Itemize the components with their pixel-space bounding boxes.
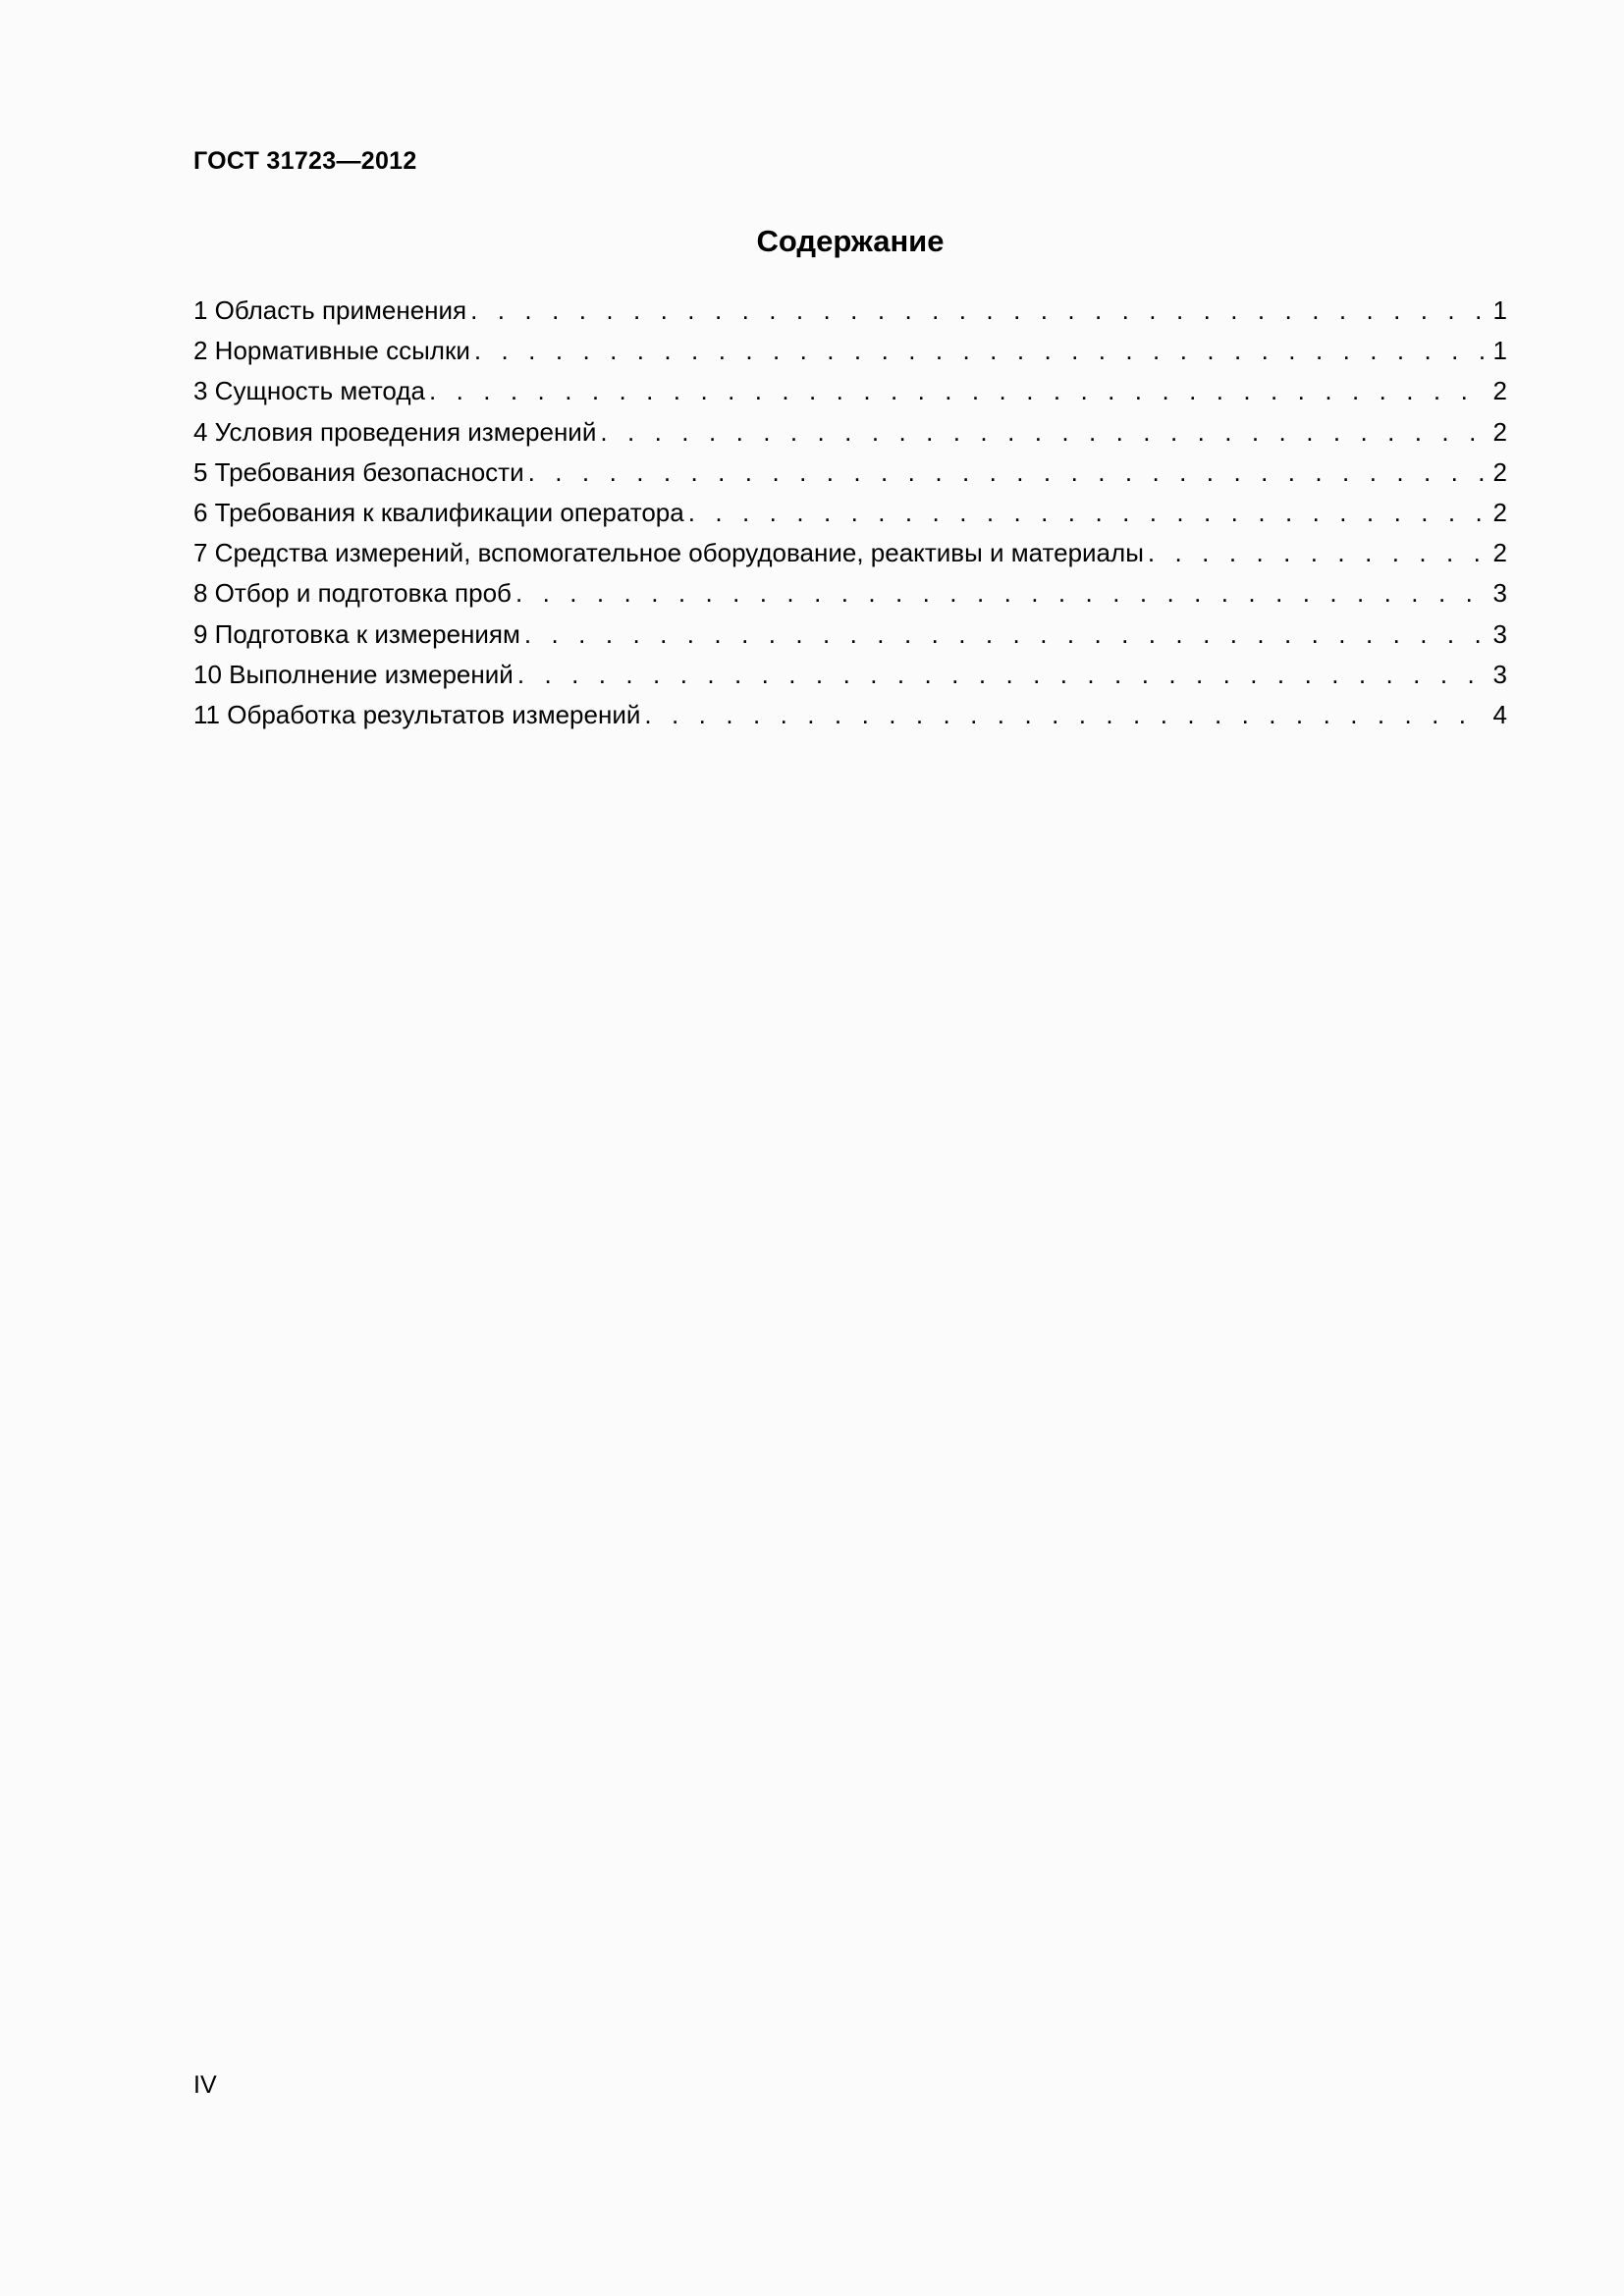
toc-entry[interactable] — [193, 454, 1507, 495]
toc-title: Содержание — [756, 224, 945, 258]
toc-entry-label: 3 Сущность метода — [193, 376, 425, 406]
toc-leader-dots — [528, 454, 1486, 490]
toc-leader-dots — [517, 657, 1486, 692]
toc-leader-dots — [1148, 535, 1486, 570]
toc-entry-label: 8 Отбор и подготовка проб — [193, 578, 512, 609]
toc-leader-dots — [429, 373, 1486, 408]
toc-leader-dots — [600, 414, 1486, 450]
toc-entry-label: 6 Требования к квалификации оператора — [193, 497, 684, 527]
toc-entry[interactable] — [193, 495, 1507, 535]
page-number: IV — [193, 2071, 217, 2099]
toc-entry-label: 9 Подготовка к измерениям — [193, 618, 520, 649]
toc-entry-page: 1 — [1492, 336, 1507, 366]
toc-entry[interactable] — [193, 414, 1507, 454]
toc-entry[interactable] — [193, 333, 1507, 373]
toc-entry-page: 4 — [1492, 699, 1507, 729]
toc-entry[interactable] — [193, 535, 1507, 575]
toc-leader-dots — [515, 575, 1486, 611]
toc-entry-label: 10 Выполнение измерений — [193, 659, 514, 689]
toc-leader-dots — [644, 697, 1486, 732]
toc-entry-label: 11 Обработка результатов измерений — [193, 699, 641, 729]
toc-entry-label: 7 Средства измерений, вспомогательное оборудование, реактивы и материалы — [193, 538, 1144, 568]
toc-entry-page: 3 — [1492, 618, 1507, 649]
table-of-contents — [193, 293, 1507, 737]
toc-leader-dots — [688, 495, 1486, 530]
toc-entry[interactable] — [193, 616, 1507, 657]
document-code: ГОСТ 31723—2012 — [193, 147, 417, 175]
toc-entry[interactable] — [193, 373, 1507, 413]
toc-entry-page: 1 — [1492, 295, 1507, 325]
toc-entry[interactable] — [193, 657, 1507, 697]
toc-entry-label: 5 Требования безопасности — [193, 456, 524, 487]
toc-entry-label: 1 Область применения — [193, 295, 467, 325]
toc-entry-page: 3 — [1492, 659, 1507, 689]
toc-entry-page: 2 — [1492, 416, 1507, 447]
toc-leader-dots — [474, 333, 1486, 368]
toc-entry-page: 3 — [1492, 578, 1507, 609]
toc-entry-label: 4 Условия проведения измерений — [193, 416, 597, 447]
toc-leader-dots — [470, 293, 1486, 328]
toc-entry-page: 2 — [1492, 376, 1507, 406]
toc-leader-dots — [524, 616, 1486, 652]
toc-entry-page: 2 — [1492, 538, 1507, 568]
toc-entry-page: 2 — [1492, 456, 1507, 487]
toc-entry[interactable] — [193, 697, 1507, 737]
toc-entry-label: 2 Нормативные ссылки — [193, 336, 470, 366]
toc-entry[interactable] — [193, 575, 1507, 615]
toc-entry-page: 2 — [1492, 497, 1507, 527]
toc-entry[interactable] — [193, 293, 1507, 333]
